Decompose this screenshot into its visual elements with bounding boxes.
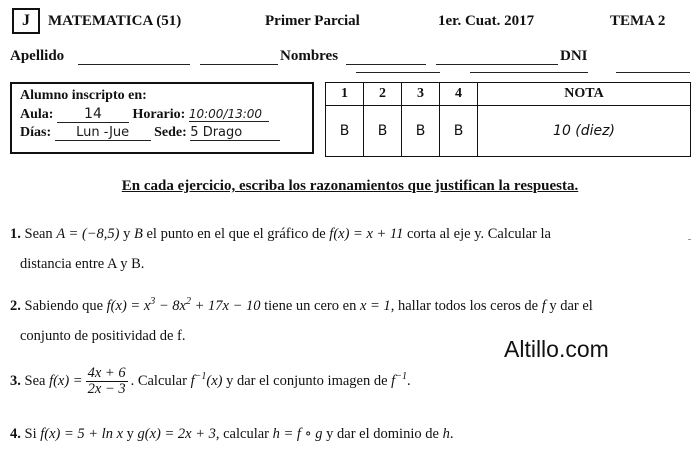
exercise-1-text-4: corta al eje y. Calcular la: [406, 226, 551, 242]
exercise-2-text-4: y dar el: [549, 297, 593, 314]
exercise-2-math-3: f: [541, 297, 546, 314]
instruction: En cada ejercicio, escriba los razonamientos que justifican la respuesta.: [121, 178, 579, 194]
grade-header-3: 3: [402, 83, 440, 106]
exercise-4-math-2: g(x) = 2x + 3: [137, 426, 216, 442]
apellido-underline-2: [200, 64, 278, 65]
exam-code-box: [12, 8, 40, 34]
exercise-3-text-3: y dar el conjunto imagen de: [226, 372, 388, 389]
lower-underline-2: [470, 72, 588, 73]
exercise-1: [10, 226, 551, 243]
horario-value: 10:00/13:00: [189, 107, 269, 122]
exercise-2-math-1: [107, 298, 261, 314]
apellido-underline: [78, 64, 190, 65]
sede-label: Sede:: [154, 125, 187, 140]
dni-label: DNI: [560, 48, 588, 64]
exercise-4-math-4: h: [442, 426, 450, 442]
grade-value-row: [326, 106, 691, 157]
exercise-4-text-4: y dar el dominio de: [326, 426, 439, 442]
horario-label: Horario:: [132, 107, 186, 122]
grade-value-nota: 10 (diez): [478, 106, 691, 157]
exercise-4-text-2: y: [126, 426, 134, 442]
grade-header-1: 1: [326, 83, 364, 106]
exercise-3-math-3: [391, 373, 407, 389]
exercise-2-math-1e: + 17x − 10: [190, 297, 261, 314]
exercise-3-text-2: . Calcular: [130, 372, 187, 389]
sede-value: 5 Drago: [190, 125, 280, 141]
exercise-4-text-5: .: [449, 426, 454, 442]
exercise-4: [10, 426, 453, 443]
exercise-2-math-1a: f(x) = x: [106, 297, 151, 314]
exercise-4-text-3: , calcular: [215, 426, 269, 442]
grade-header-nota: NOTA: [478, 83, 691, 106]
nombres-underline: [346, 64, 426, 65]
exercise-4-math-3: h = f ∘ g: [272, 426, 323, 442]
altillo-watermark: Altillo.com: [504, 336, 609, 362]
exercise-2-text-3: , hallar todos los ceros de: [390, 297, 539, 314]
grade-header-4: 4: [440, 83, 478, 106]
exercise-1-math-1: A = (−8,5): [56, 226, 120, 242]
aula-label: Aula:: [20, 107, 54, 122]
enrollment-title: Alumno inscripto en:: [20, 88, 147, 103]
scan-mark: [688, 239, 691, 240]
enrollment-box: [10, 82, 314, 154]
lower-underline-1: [356, 72, 440, 73]
apellido-label: Apellido: [10, 48, 65, 64]
exercise-2: [10, 296, 593, 315]
exercise-3-denominator: 2x − 3: [87, 381, 126, 397]
grade-table: [325, 82, 691, 157]
exercise-2-text-1: Sabiendo que: [24, 297, 104, 314]
exam-topic: TEMA 2: [610, 13, 666, 29]
exam-term: 1er. Cuat. 2017: [438, 13, 535, 29]
exercise-3-math-1: f(x) =: [49, 372, 83, 389]
grade-value-4: B: [440, 106, 478, 157]
grade-value-2: B: [364, 106, 402, 157]
exercise-3: [10, 366, 411, 397]
exercise-2-math-1c: − 8x: [155, 297, 186, 314]
exercise-3-math-2a: f: [190, 372, 195, 389]
exercise-1-math-2: B: [134, 226, 143, 242]
exercise-3-math-3b: −1: [395, 371, 407, 382]
exercise-2-line-2: conjunto de positividad de f.: [20, 328, 186, 344]
exam-code: J: [22, 12, 30, 29]
exercise-1-text-2: y: [123, 226, 131, 242]
subject-title: MATEMATICA (51): [48, 13, 182, 29]
exercise-1-text-3: el punto en el que el gráfico de: [146, 226, 326, 242]
exercise-3-fraction: [86, 366, 128, 397]
exercise-4-math-1: f(x) = 5 + ln x: [40, 426, 123, 442]
grade-header-row: [326, 83, 691, 106]
exercise-4-text-1: Si: [24, 426, 37, 442]
exercise-3-math-2b: −1: [194, 371, 207, 382]
exercise-2-exp-2: 2: [185, 296, 191, 307]
exercise-1-number: 1.: [10, 226, 21, 242]
exercise-3-number: 3.: [10, 372, 21, 389]
exercise-2-number: 2.: [10, 297, 21, 314]
exercise-3-math-3a: f: [391, 372, 396, 389]
aula-value: 14: [57, 106, 129, 123]
grade-header-2: 2: [364, 83, 402, 106]
dias-value: Lun -Jue: [55, 125, 151, 141]
grade-value-1: B: [326, 106, 364, 157]
exercise-1-text-1: Sean: [24, 226, 53, 242]
lower-underline-3: [616, 72, 690, 73]
grade-value-3: B: [402, 106, 440, 157]
dias-label: Días:: [20, 125, 52, 140]
exercise-1-math-3: f(x) = x + 11: [329, 226, 404, 242]
aula-row: [20, 106, 269, 123]
dias-row: [20, 125, 280, 141]
exercise-3-text-4: .: [406, 372, 411, 389]
exercise-3-text-1: Sea: [24, 372, 46, 389]
nombres-underline-2: [436, 64, 558, 65]
exercise-2-math-2: x = 1: [359, 297, 391, 314]
nombres-label: Nombres: [280, 48, 339, 64]
exercise-2-text-2: tiene un cero en: [264, 297, 357, 314]
exercise-3-math-2: [191, 373, 223, 389]
exercise-1-line-2: distancia entre A y B.: [20, 256, 145, 272]
exercise-2-exp-3: 3: [150, 296, 156, 307]
exercise-4-number: 4.: [10, 426, 21, 442]
exercise-3-math-2c: (x): [206, 372, 223, 389]
exercise-3-numerator: 4x + 6: [87, 365, 126, 381]
exam-name: Primer Parcial: [265, 13, 360, 29]
